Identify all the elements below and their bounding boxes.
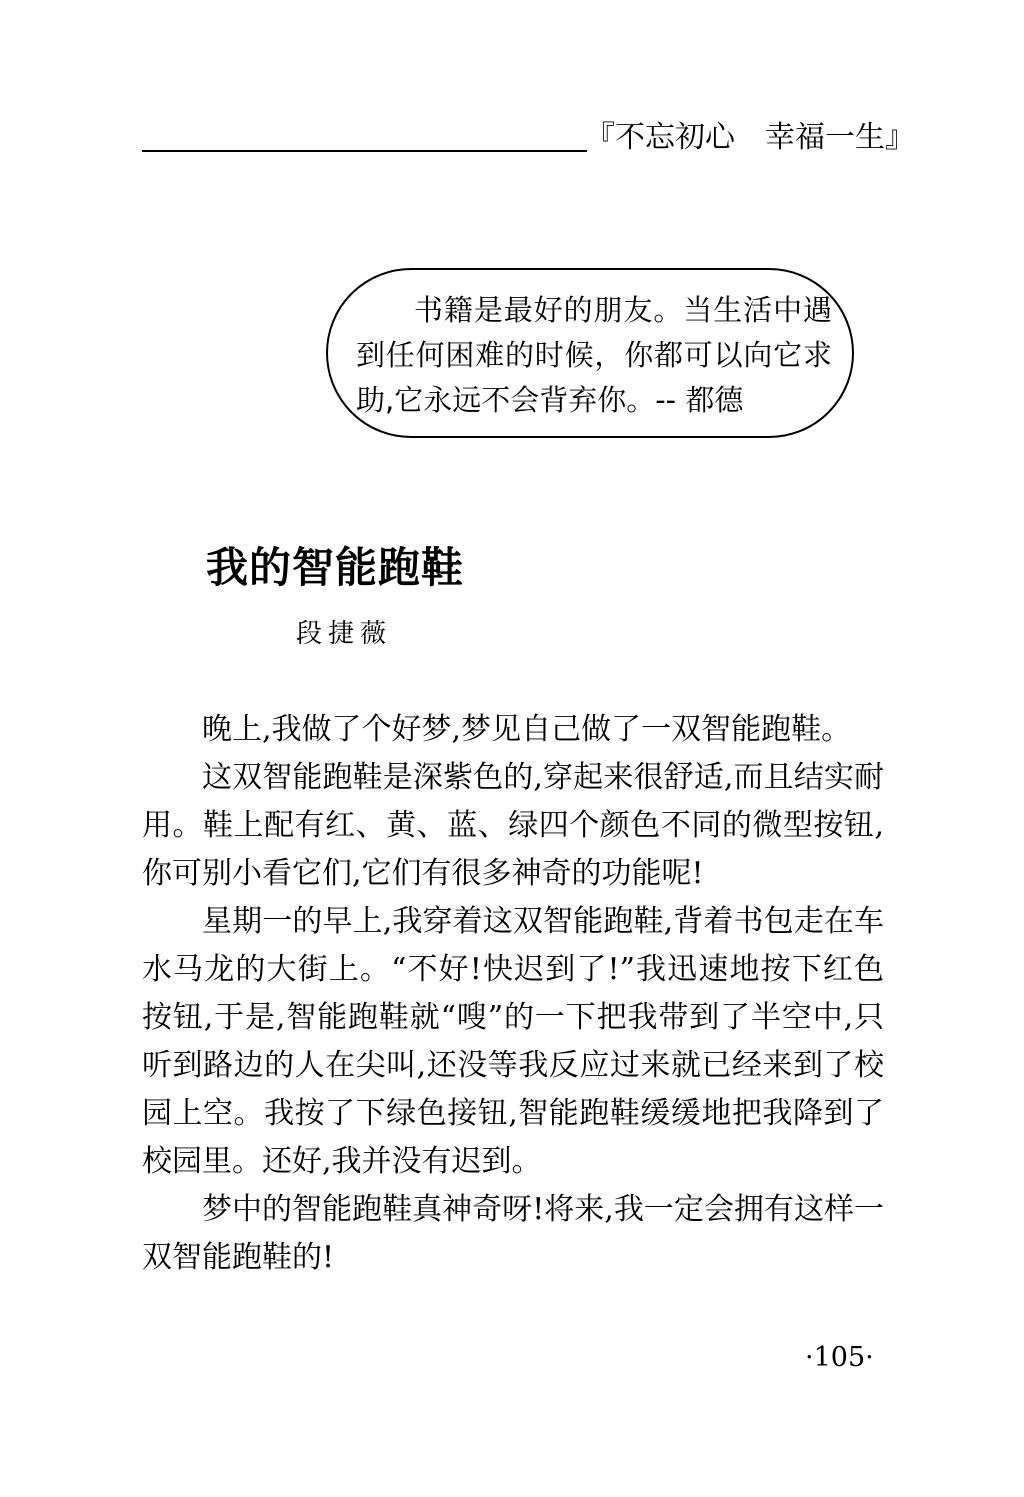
article-body xyxy=(142,706,884,1282)
header-rule xyxy=(142,150,587,152)
paragraph: 晚上,我做了个好梦,梦见自己做了一双智能跑鞋。 xyxy=(202,712,852,747)
page-number: ·105· xyxy=(805,1342,874,1373)
paragraph: 这双智能跑鞋是深紫色的,穿起来很舒适,而且结实耐用。鞋上配有红、黄、蓝、绿四个颜色不同的微型按钮,你可别小看它们,它们有很多神奇的功能呢! xyxy=(142,760,884,891)
running-header-title: 『不忘初心 幸福一生』 xyxy=(585,120,915,155)
paragraph: 梦中的智能跑鞋真神奇呀!将来,我一定会拥有这样一双智能跑鞋的! xyxy=(142,1192,884,1275)
quote-text: 书籍是最好的朋友。当生活中遇到任何困难的时候，你都可以向它求助,它永远不会背弃你。-- 都德 xyxy=(356,293,832,417)
article-title: 我的智能跑鞋 xyxy=(206,543,465,592)
article-author: 段捷薇 xyxy=(296,619,393,649)
paragraph: 星期一的早上,我穿着这双智能跑鞋,背着书包走在车水马龙的大街上。“不好!快迟到了!”我迅速地按下红色按钮,于是,智能跑鞋就“嗖”的一下把我带到了半空中,只听到路边的人在尖叫,还没等我反应过来就已经来到了校园上空。我按了下绿色接钮,智能跑鞋缓缓地把我降到了校园里。还好,我并没有迟到。 xyxy=(142,904,884,1179)
